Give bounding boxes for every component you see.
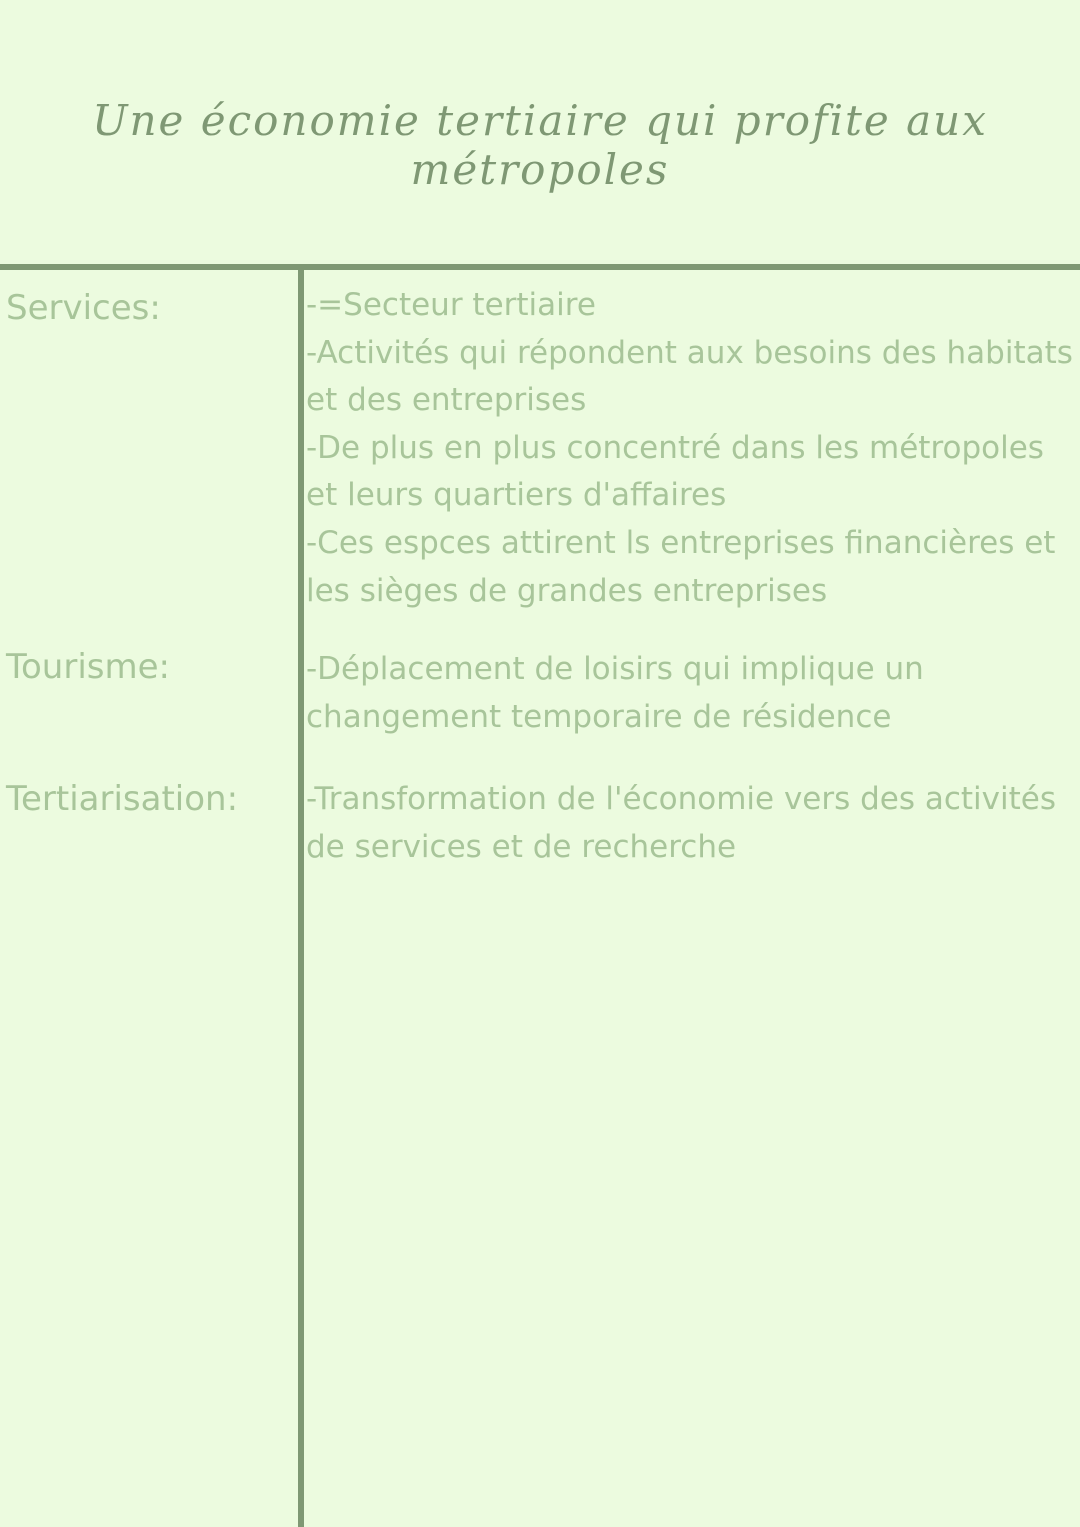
term-services: Services: <box>6 288 161 328</box>
definition-item: -De plus en plus concentré dans les métropoles et leurs quartiers d'affaires <box>306 429 1044 514</box>
definition-list-services <box>306 282 1076 615</box>
definition-list-tourisme <box>306 646 1076 741</box>
term-tertiarisation: Tertiarisation: <box>6 779 239 819</box>
definition-item: -Transformation de l'économie vers des activités de services et de recherche <box>306 781 1057 865</box>
definition-item: -Ces espces attirent ls entreprises financières et les sièges de grandes entreprises <box>306 524 1056 609</box>
page-title: Une économie tertiaire qui profite aux métropoles <box>92 96 988 194</box>
term-tourisme: Tourisme: <box>6 647 170 687</box>
header-divider <box>0 264 1080 270</box>
definition-list-tertiarisation <box>306 776 1076 871</box>
definition-item: -=Secteur tertiaire <box>306 287 596 323</box>
column-divider <box>298 270 304 1527</box>
definition-item: -Déplacement de loisirs qui implique un changement temporaire de résidence <box>306 651 924 735</box>
definition-item: -Activités qui répondent aux besoins des habitats et des entreprises <box>306 334 1073 419</box>
